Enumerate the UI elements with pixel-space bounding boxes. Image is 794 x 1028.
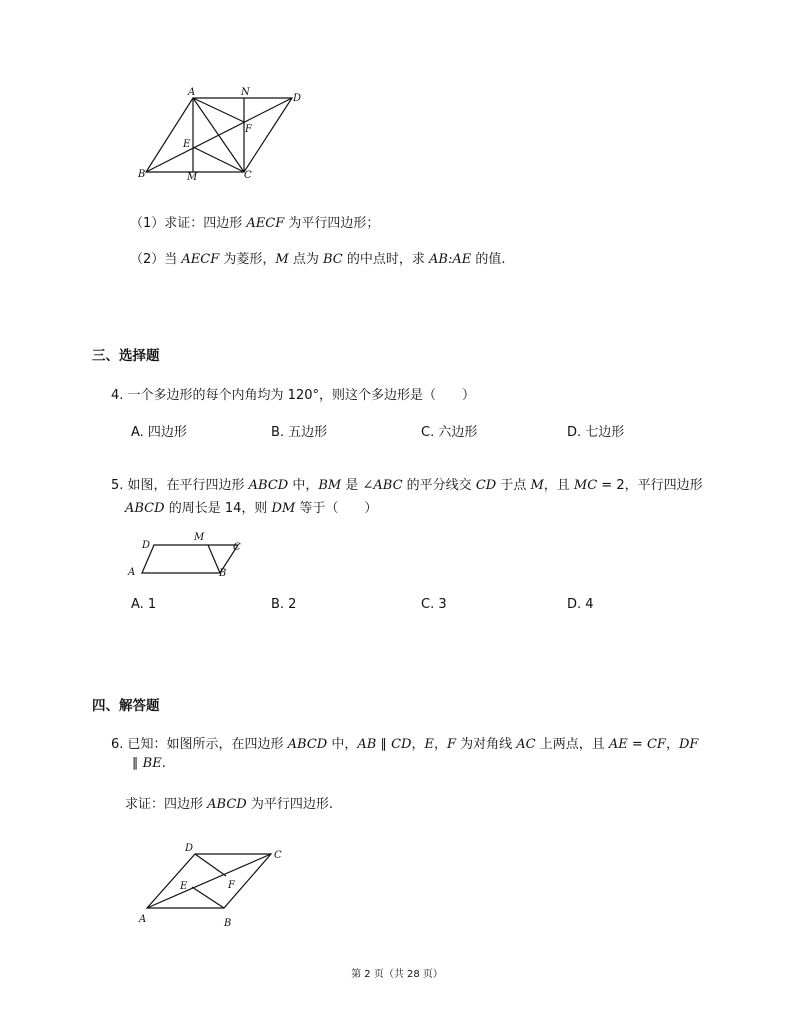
q5-fig-label-a: A <box>128 567 136 578</box>
q3-part2: （2）当 AECF 为菱形，M 点为 BC 的中点时，求 AB:AE 的值. <box>130 252 506 267</box>
q6-fig-label-a: A <box>139 914 147 925</box>
q6-stem-line1: 6. 已知：如图所示，在四边形 ABCD 中，AB ∥ CD，E，F 为对角线 AC 上两点，且 AE = CF，DF <box>111 737 699 752</box>
q4-option-c[interactable]: C. 六边形 <box>421 425 478 440</box>
q4-stem: 4. 一个多边形的每个内角均为 120°，则这个多边形是（ ） <box>111 388 475 403</box>
q6-fig-line-df <box>195 854 226 876</box>
fig1-label-c: C <box>244 170 252 181</box>
q4-option-a[interactable]: A. 四边形 <box>131 425 187 440</box>
page-footer: 第 2 页（共 28 页） <box>351 969 443 980</box>
q5-option-a[interactable]: A. 1 <box>131 597 157 612</box>
fig1-label-b: B <box>138 169 146 180</box>
q6-stem-line2: ∥ BE. <box>132 756 166 771</box>
q5-stem-line2: ABCD 的周长是 14，则 DM 等于（ ） <box>125 501 378 516</box>
fig1-label-d: D <box>293 93 302 104</box>
q5-fig-label-m: M <box>194 532 205 543</box>
fig1-line-ec <box>193 147 244 172</box>
q6-fig-label-e: E <box>180 881 188 892</box>
fig1-line-bd <box>146 98 292 172</box>
q4-option-b[interactable]: B. 五边形 <box>271 425 328 440</box>
q5-option-c[interactable]: C. 3 <box>421 597 447 612</box>
figure-q6-quadrilateral <box>132 838 292 933</box>
q6-fig-label-c: C <box>274 850 282 861</box>
q6-fig-label-d: D <box>185 843 194 854</box>
q6-proof-statement: 求证：四边形 ABCD 为平行四边形. <box>125 797 333 812</box>
section4-title: 四、解答题 <box>92 698 160 714</box>
q6-fig-label-f: F <box>228 880 235 891</box>
fig1-label-a: A <box>188 87 196 98</box>
fig1-label-e: E <box>183 139 191 150</box>
q5-option-b[interactable]: B. 2 <box>271 597 297 612</box>
fig1-label-f: F <box>245 124 252 135</box>
q5-stem-line1: 5. 如图，在平行四边形 ABCD 中，BM 是 ∠ABC 的平分线交 CD 于点 M，且 MC = 2，平行四边形 <box>111 478 703 493</box>
figure-q5-parallelogram <box>122 528 252 583</box>
q3-part1: （1）求证：四边形 AECF 为平行四边形； <box>130 216 380 231</box>
section3-title: 三、选择题 <box>92 348 160 364</box>
q5-option-d[interactable]: D. 4 <box>567 597 594 612</box>
figure-parallelogram-aecf <box>130 85 320 185</box>
q5-fig-label-b: B <box>219 568 227 579</box>
q6-fig-label-b: B <box>224 918 232 929</box>
q6-fig-diagonal-ac <box>147 854 271 908</box>
q5-fig-label-c: C <box>233 542 241 553</box>
q6-fig-line-be <box>192 887 224 908</box>
q5-fig-label-d: D <box>142 540 151 551</box>
q4-option-d[interactable]: D. 七边形 <box>567 425 625 440</box>
fig1-label-m: M <box>187 172 198 183</box>
fig1-label-n: N <box>241 87 250 98</box>
